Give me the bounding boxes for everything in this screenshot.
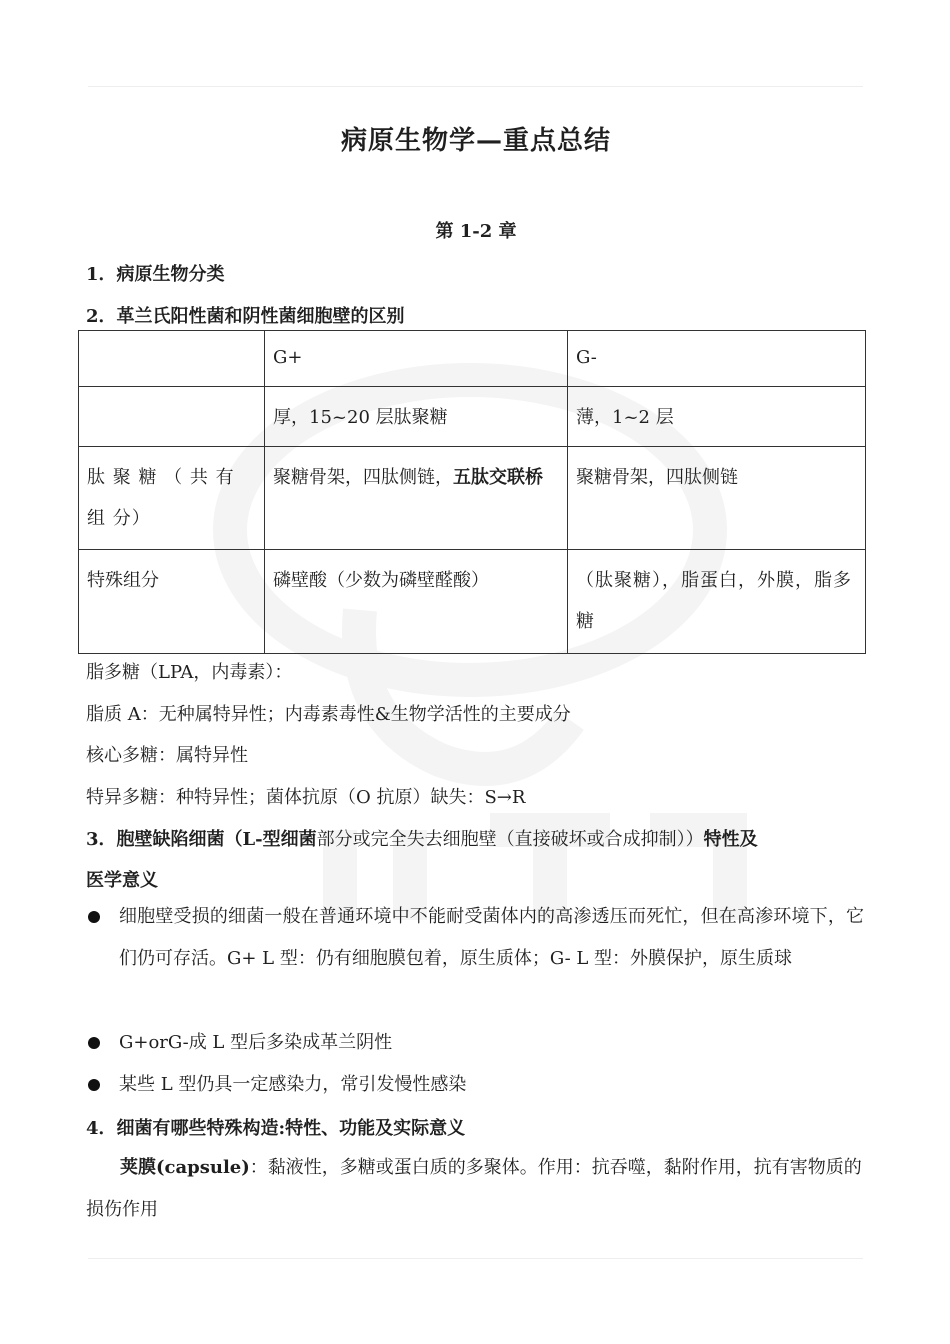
table-row (79, 331, 866, 387)
table-cell: G+ (265, 331, 568, 387)
section-2-heading: 2．革兰氏阳性菌和阴性菌细胞壁的区别 (86, 306, 405, 327)
section-3-heading (86, 825, 758, 851)
section-3-suffix: 特性及 (703, 829, 758, 850)
lps-line: 脂质 A：无种属特异性；内毒素毒性&生物学活性的主要成分 (86, 704, 571, 725)
chapter-heading: 第 1-2 章 (435, 221, 517, 242)
table-cell: 肽 聚 糖 （ 共 有 组 分） (79, 447, 265, 550)
section-3-middle: 部分或完全失去细胞壁（直接破坏或合成抑制）） (316, 829, 704, 850)
footer-rule (88, 1258, 863, 1259)
cell-text: 聚糖骨架，四肽侧链， (273, 467, 453, 488)
section-3-prefix: 3．胞壁缺陷细菌（L-型细菌 (86, 829, 317, 850)
section-3-heading-cont: 医学意义 (86, 870, 158, 891)
table-cell: 薄，1~2 层 (568, 387, 866, 447)
table-cell: 特殊组分 (79, 550, 265, 654)
table-cell (79, 331, 265, 387)
table-cell (265, 447, 568, 550)
capsule-text: ：黏液性，多糖或蛋白质的多聚体。作用：抗吞噬，黏附作用，抗有害物质的损伤作用 (86, 1157, 862, 1220)
bullet-icon (88, 1037, 100, 1049)
table-cell (79, 387, 265, 447)
lps-line: 特异多糖：种特异性；菌体抗原（O 抗原）缺失：S→R (86, 787, 526, 808)
table-cell: 厚，15~20 层肽聚糖 (265, 387, 568, 447)
capsule-paragraph (86, 1147, 864, 1231)
table-cell: （肽聚糖），脂蛋白，外膜，脂多糖 (568, 550, 866, 654)
section-1-heading: 1．病原生物分类 (86, 264, 225, 285)
table-cell: 聚糖骨架，四肽侧链 (568, 447, 866, 550)
list-item-text: G+orG-成 L 型后多染成革兰阴性 (119, 1032, 393, 1053)
capsule-term: 荚膜(capsule) (120, 1157, 250, 1178)
bullet-icon (88, 1079, 100, 1091)
cell-wall-comparison-table (78, 330, 866, 654)
list-item-text: 某些 L 型仍具一定感染力，常引发慢性感染 (119, 1074, 467, 1095)
table-row (79, 387, 866, 447)
lps-line: 脂多糖（LPA，内毒素）： (86, 662, 293, 683)
bullet-icon (88, 911, 100, 923)
document-title: 病原生物学—重点总结 (340, 126, 611, 156)
section-4-heading: 4．细菌有哪些特殊构造:特性、功能及实际意义 (86, 1118, 466, 1139)
table-cell: G- (568, 331, 866, 387)
list-item-text: 细胞壁受损的细菌一般在普通环境中不能耐受菌体内的高渗透压而死忙，但在高渗环境下，它们仍可存活。G+ L 型：仍有细胞膜包着，原生质体；G- L 型：外膜保护，原生质球 (119, 906, 864, 969)
table-row (79, 550, 866, 654)
lps-line: 核心多糖：属特异性 (86, 745, 248, 766)
header-rule (88, 86, 863, 87)
table-cell: 磷壁酸（少数为磷壁醛酸） (265, 550, 568, 654)
table-row (79, 447, 866, 550)
cell-text-bold: 五肽交联桥 (453, 467, 543, 488)
